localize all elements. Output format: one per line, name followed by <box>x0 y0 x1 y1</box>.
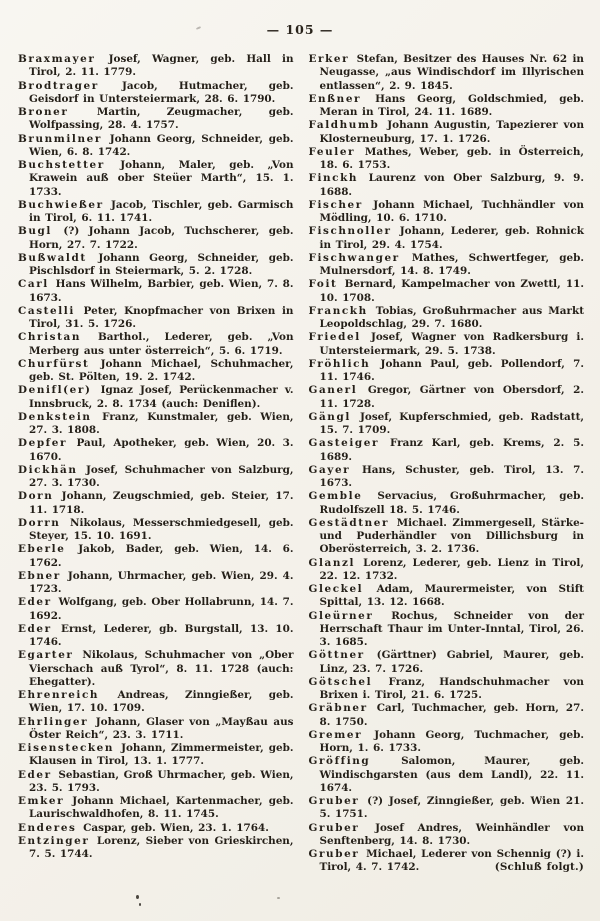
entry-details: Laurenz von Ober Salzburg, 9. 9. 1688. <box>319 172 584 198</box>
entry-details: Jakob, Bader, geb. Wien, 14. 6. 1762. <box>29 543 294 569</box>
entry-details: Johann Georg, Schneider, geb. Wien, 6. 8. 1742. <box>29 132 294 158</box>
entry-details: Josef, Wagner, geb. Hall in Tirol, 2. 11. 1779. <box>29 53 294 79</box>
scan-speck <box>139 903 141 906</box>
entry-details: Hans Georg, Goldschmied, geb. Meran in Tirol, 24. 11. 1689. <box>319 92 584 118</box>
entry-surname: Emker <box>18 795 65 807</box>
entry-details: Johann Paul, geb. Pollendorf, 7. 11. 1746. <box>319 357 584 383</box>
entry-surname: Braxmayer <box>18 53 96 65</box>
register-entry <box>18 384 294 411</box>
entry-details: Ignaz Josef, Perückenmacher v. Innsbruck, 2. 8. 1734 (auch: Deniflen). <box>29 384 294 410</box>
entry-details: Jacob, Hutmacher, geb. Geisdorf in Untersteiermark, 28. 6. 1790. <box>29 79 294 105</box>
entry-surname: Gayer <box>308 463 351 476</box>
entry-surname: Depfer <box>18 437 68 450</box>
entry-details: Lorenz, Lederer, geb. Lienz in Tirol, 22. 12. 1732. <box>319 556 584 582</box>
entry-surname: Brunmilner <box>18 132 102 145</box>
register-entry <box>309 278 585 305</box>
register-entry <box>18 133 294 160</box>
register-entry <box>18 411 294 438</box>
entry-surname: Fischwanger <box>308 251 400 264</box>
register-entry <box>18 199 294 226</box>
scan-speck <box>136 895 139 899</box>
entry-surname: Churfürst <box>18 357 90 370</box>
entry-details: Ernst, Lederer, gb. Burgstall, 13. 10. 1746. <box>29 622 294 648</box>
entry-details: Franz, Handschuhmacher von Brixen i. Tirol, 21. 6. 1725. <box>319 675 584 701</box>
register-entry <box>18 795 294 822</box>
page-number: — 105 — <box>266 22 334 37</box>
register-entry <box>309 358 585 385</box>
register-entry <box>309 557 585 584</box>
entry-details: Johann, Lederer, geb. Rohnick in Tirol, 29. 4. 1754. <box>319 225 584 251</box>
register-entry <box>309 676 585 703</box>
entry-details: Nikolaus, Schuhmacher von „Ober Vierschach auß Tyrol“, 8. 11. 1728 (auch: Ehegatter). <box>29 649 294 688</box>
entry-surname: Faldhumb <box>308 119 380 132</box>
entry-surname: Brodtrager <box>18 79 99 92</box>
entry-details: Johann Michael, Tuchhändler von Mödling, 10. 6. 1710. <box>319 198 584 224</box>
entry-details: Carl, Tuchmacher, geb. Horn, 27. 8. 1750. <box>319 702 584 728</box>
entry-details: (?) Josef, Zinngießer, geb. Wien 21. 5. 1751. <box>319 795 584 821</box>
register-entry <box>309 822 585 849</box>
entry-details: Andreas, Zinngießer, geb. Wien, 17. 10. 1709. <box>29 689 294 715</box>
entry-details: Jacob, Tischler, geb. Garmisch in Tirol, 6. 11. 1741. <box>29 198 294 224</box>
register-entry <box>309 384 585 411</box>
entry-details: Mathes, Schwertfeger, geb. Mulnersdorf, 14. 8. 1749. <box>319 251 584 277</box>
entry-surname: Götschel <box>308 675 373 688</box>
entry-details: Mathes, Weber, geb. in Österreich, 18. 6. 1753. <box>319 145 585 171</box>
entry-details: Lorenz, Sieber von Grieskirchen, 7. 5. 1744. <box>29 834 294 860</box>
entry-surname: Eisenstecken <box>18 742 115 754</box>
entry-details: Johann Georg, Schneider, geb. Pischlsdorf in Steiermark, 5. 2. 1728. <box>29 251 294 277</box>
register-entry <box>309 848 585 875</box>
entry-surname: Denifl(er) <box>18 384 92 397</box>
register-entry <box>309 93 585 120</box>
register-entry <box>309 490 585 517</box>
entry-details: Nikolaus, Messerschmiedgesell, geb. Steyer, 15. 10. 1691. <box>29 516 294 542</box>
register-entry <box>309 119 585 146</box>
entry-details: Michael. Zimmergesell, Stärke- und Puderhändler von Dillichsburg in Oberösterreich, 3. 2. 1736. <box>319 516 584 556</box>
entry-surname: Eder <box>18 768 52 781</box>
register-entry <box>18 543 294 570</box>
register-entry <box>18 769 294 796</box>
register-entry <box>309 755 585 795</box>
register-entry <box>18 159 294 199</box>
register-entry <box>18 80 294 107</box>
entry-details: Johann Augustin, Tapezierer von Klosterneuburg, 17. 1. 1726. <box>319 119 584 145</box>
register-entry <box>18 742 294 769</box>
entry-surname: Gräbner <box>308 702 368 715</box>
register-entry <box>18 623 294 650</box>
entry-surname: Göttner <box>308 649 365 662</box>
entry-details: Michael, Lederer von Schennig (?) i. Tirol, 4. 7. 1742. <box>319 848 584 874</box>
entry-surname: Fischnoller <box>308 225 392 238</box>
register-entry <box>18 517 294 544</box>
entry-details: Johann, Zimmermeister, geb. Klausen in Tirol, 13. 1. 1777. <box>29 742 294 768</box>
entry-details: (?) Johann Jacob, Tuchscherer, geb. Horn, 27. 7. 1722. <box>29 225 294 251</box>
entry-details: Johann Michael, Schuhmacher, geb. St. Pölten, 19. 2. 1742. <box>29 357 294 383</box>
register-columns <box>0 37 600 875</box>
entry-details: Johann Georg, Tuchmacher, geb. Horn, 1. 6. 1733. <box>319 728 584 754</box>
entry-surname: Gasteiger <box>308 437 380 450</box>
register-entry <box>309 795 585 822</box>
register-entry <box>18 716 294 743</box>
entry-surname: Dorn <box>18 490 54 503</box>
entry-details: Stefan, Besitzer des Hauses Nr. 62 in Neugasse, „aus Windischdorf im Illyrischen entlassen“, 2. 9. 1845. <box>319 53 584 92</box>
entry-details: Tobias, Großuhrmacher aus Markt Leopoldschlag, 29. 7. 1680. <box>319 304 585 330</box>
register-entry <box>18 464 294 491</box>
entry-surname: Buchwießer <box>18 198 104 211</box>
entry-details: Hans, Schuster, geb. Tirol, 13. 7. 1673. <box>319 463 585 489</box>
entry-surname: Castelli <box>18 304 75 317</box>
entry-surname: Ehrlinger <box>18 715 89 728</box>
entry-details: Josef, Schuhmacher von Salzburg, 27. 3. 1730. <box>29 463 294 489</box>
register-entry <box>18 437 294 464</box>
register-entry <box>309 305 585 332</box>
entry-surname: Fröhlich <box>308 357 371 370</box>
entry-surname: Enderes <box>18 821 77 834</box>
entry-surname: Gemble <box>308 490 363 503</box>
entry-details: Martin, Zeugmacher, geb. Wolfpassing, 28. 4. 1757. <box>29 106 294 132</box>
register-entry <box>18 331 294 358</box>
entry-surname: Gängl <box>308 410 351 423</box>
entry-surname: Enßner <box>308 92 362 105</box>
entry-surname: Gremer <box>308 728 363 741</box>
entry-details: Josef Andres, Weinhändler von Senftenberg, 14. 8. 1730. <box>319 821 584 847</box>
register-entry <box>18 53 294 80</box>
entry-surname: Bugl <box>18 225 52 238</box>
register-entry <box>18 278 294 305</box>
entry-surname: Christan <box>18 331 81 344</box>
entry-surname: Gröffing <box>308 755 371 768</box>
register-entry <box>309 199 585 226</box>
register-entry <box>18 570 294 597</box>
entry-details: Wolfgang, geb. Ober Hollabrunn, 14. 7. 1692. <box>29 596 294 622</box>
register-entry <box>309 172 585 199</box>
entry-surname: Bußwaldt <box>18 251 87 264</box>
entry-surname: Franckh <box>308 304 368 317</box>
register-entry <box>18 225 294 252</box>
register-entry <box>18 490 294 517</box>
entry-trailing-note: (Schluß folgt.) <box>494 861 584 874</box>
entry-details: Johann, Glaser von „Mayßau aus Öster Reich“, 23. 3. 1711. <box>29 715 294 741</box>
entry-details: Gregor, Gärtner von Obersdorf, 2. 11. 1728. <box>319 384 584 410</box>
register-entry <box>309 225 585 252</box>
entry-details: Servacius, Großuhrmacher, geb. Rudolfszell 18. 5. 1746. <box>319 490 584 516</box>
entry-surname: Egarter <box>18 649 74 662</box>
register-entry <box>309 649 585 676</box>
register-entry <box>18 252 294 279</box>
register-entry <box>309 411 585 438</box>
entry-details: Johann Michael, Kartenmacher, geb. Laurischwaldhofen, 8. 11. 1745. <box>29 795 294 821</box>
entry-surname: Gleckel <box>308 583 364 595</box>
register-entry <box>309 146 585 173</box>
register-entry <box>309 583 585 610</box>
entry-details: Johann, Maler, geb. „Von Krawein auß ober Steüer Marth“, 15. 1. 1733. <box>29 159 294 198</box>
left-column <box>18 53 294 875</box>
entry-surname: Dickhän <box>18 463 78 476</box>
register-entry <box>309 252 585 279</box>
register-entry <box>18 835 294 862</box>
entry-surname: Dorrn <box>18 516 61 529</box>
entry-details: Caspar, geb. Wien, 23. 1. 1764. <box>83 821 269 834</box>
entry-details: Franz Karl, geb. Krems, 2. 5. 1689. <box>319 437 584 463</box>
entry-surname: Ebner <box>18 569 61 582</box>
scan-speck <box>277 897 280 899</box>
register-entry <box>18 649 294 689</box>
entry-surname: Denkstein <box>18 410 92 423</box>
entry-surname: Gestädtner <box>308 516 390 529</box>
entry-details: Paul, Apotheker, geb. Wien, 20. 3. 1670. <box>29 437 294 463</box>
entry-details: Josef, Kupferschmied, geb. Radstatt, 15. 7. 1709. <box>319 410 585 436</box>
entry-details: Hans Wilhelm, Barbier, geb. Wien, 7. 8. 1673. <box>29 278 294 304</box>
entry-details: Sebastian, Groß Uhrmacher, geb. Wien, 23. 5. 1793. <box>29 768 294 794</box>
register-entry <box>309 729 585 756</box>
entry-surname: Glanzl <box>308 556 356 569</box>
entry-details: Bernard, Kampelmacher von Zwettl, 11. 10. 1708. <box>319 278 584 304</box>
entry-surname: Foit <box>308 278 338 291</box>
register-entry <box>18 822 294 835</box>
entry-surname: Friedel <box>308 331 361 344</box>
entry-details: Josef, Wagner von Radkersburg i. Untersteiermark, 29. 5. 1738. <box>319 331 584 357</box>
entry-surname: Broner <box>18 106 69 118</box>
entry-details: Franz, Kunstmaler, geb. Wien, 27. 3. 1808. <box>29 410 294 436</box>
register-entry <box>309 53 585 93</box>
entry-surname: Gruber <box>308 821 360 834</box>
entry-surname: Entzinger <box>18 834 90 847</box>
entry-details: Rochus, Schneider von der Herrschaft Thaur im Unter-Inntal, Tirol, 26. 3. 1685. <box>319 609 584 648</box>
entry-details: Salomon, Maurer, geb. Windischgarsten (aus dem Landl), 22. 11. 1674. <box>319 755 584 794</box>
entry-details: Peter, Knopfmacher von Brixen in Tirol, 31. 5. 1726. <box>29 304 294 330</box>
register-entry <box>18 689 294 716</box>
entry-details: Barthol., Lederer, geb. „Von Merberg aus unter österreich“, 5. 6. 1719. <box>29 331 294 357</box>
entry-surname: Buchstetter <box>18 159 105 171</box>
register-entry <box>18 106 294 133</box>
right-column <box>309 53 585 875</box>
entry-surname: Carl <box>18 278 49 291</box>
register-entry <box>18 358 294 385</box>
entry-surname: Ehrenreich <box>18 689 100 701</box>
register-entry <box>309 331 585 358</box>
register-entry <box>309 464 585 491</box>
register-entry <box>309 517 585 557</box>
register-entry <box>309 437 585 464</box>
register-entry <box>309 610 585 650</box>
entry-surname: Eder <box>18 596 52 609</box>
entry-surname: Gruber <box>308 848 360 860</box>
entry-surname: Fischer <box>308 198 363 211</box>
register-entry <box>18 596 294 623</box>
entry-details: (Gärttner) Gabriel, Maurer, geb. Linz, 23. 7. 1726. <box>319 649 584 675</box>
entry-surname: Eder <box>18 622 52 635</box>
entry-surname: Gruber <box>308 795 360 807</box>
entry-surname: Gleürner <box>308 609 374 622</box>
entry-details: Johann, Uhrmacher, geb. Wien, 29. 4. 1723. <box>29 569 294 595</box>
register-entry <box>18 305 294 332</box>
entry-surname: Feuler <box>308 145 356 158</box>
entry-surname: Eberle <box>18 543 66 556</box>
register-entry <box>309 702 585 729</box>
entry-details: Adam, Maurermeister, von Stift Spittal, 13. 12. 1668. <box>319 583 584 609</box>
entry-surname: Finckh <box>308 172 359 185</box>
entry-details: Johann, Zeugschmied, geb. Steier, 17. 11. 1718. <box>29 490 294 516</box>
entry-surname: Ganerl <box>308 384 358 397</box>
entry-surname: Erker <box>308 53 350 65</box>
